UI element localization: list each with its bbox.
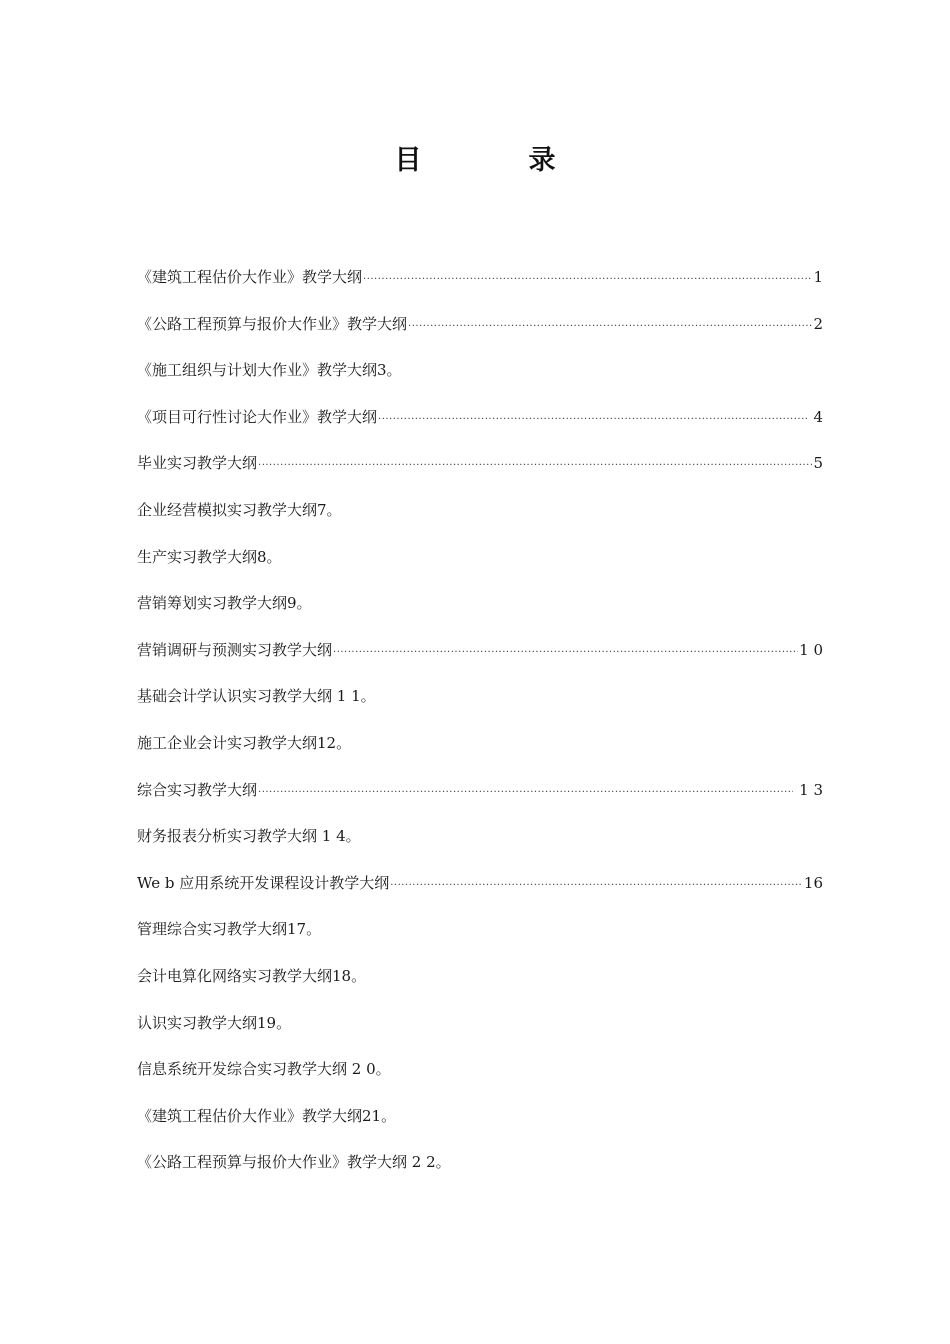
- toc-entry-label: 综合实习教学大纲: [137, 780, 258, 799]
- toc-page-number: 21。: [362, 1106, 397, 1125]
- toc-entry[interactable]: [137, 588, 823, 635]
- toc-page-number: 1 3: [794, 780, 823, 799]
- toc-leader-dots: [408, 309, 812, 339]
- toc-entry-label: 会计电算化网络实习教学大纲: [137, 966, 333, 985]
- toc-entry-label: 财务报表分析实习教学大纲: [137, 827, 318, 846]
- toc-entry[interactable]: [137, 635, 823, 682]
- toc-leader-dots: [363, 262, 812, 292]
- toc-entry-label: 毕业实习教学大纲: [137, 454, 258, 473]
- toc-page-number: 2: [813, 314, 823, 333]
- toc-page-number: 1: [813, 268, 823, 286]
- toc-page-number: 3。: [377, 361, 402, 380]
- toc-entry[interactable]: [137, 402, 823, 449]
- toc-entry[interactable]: [137, 1008, 823, 1055]
- toc-leader-dots: [333, 635, 798, 665]
- toc-leader-dots: [390, 868, 803, 898]
- toc-entry[interactable]: [137, 495, 823, 542]
- toc-entry[interactable]: [137, 309, 823, 356]
- toc-entry-label: 《项目可行性讨论大作业》教学大纲: [137, 407, 378, 426]
- toc-entry-label: 《公路工程预算与报价大作业》教学大纲: [137, 314, 408, 333]
- toc-page-number: 17。: [287, 920, 322, 939]
- toc-entry[interactable]: [137, 448, 823, 495]
- toc-entry[interactable]: [137, 681, 823, 728]
- toc-entry[interactable]: [137, 1054, 823, 1101]
- toc-entry[interactable]: [137, 868, 823, 915]
- toc-entry-label: 信息系统开发综合实习教学大纲: [137, 1060, 348, 1079]
- toc-entry[interactable]: [137, 262, 823, 309]
- table-of-contents: [137, 262, 823, 1194]
- toc-page-number: 1 0: [799, 640, 823, 659]
- toc-entry[interactable]: [137, 355, 823, 402]
- toc-entry-label: 企业经营模拟实习教学大纲: [137, 500, 318, 519]
- toc-page-number: 19。: [257, 1013, 292, 1032]
- toc-page-number: 12。: [317, 733, 352, 752]
- toc-entry-label: 基础会计学认识实习教学大纲: [137, 687, 333, 706]
- toc-entry[interactable]: [137, 914, 823, 961]
- toc-page-number: 2 0。: [347, 1060, 391, 1079]
- toc-page-number: 4: [808, 407, 823, 426]
- toc-entry-label: 《建筑工程估价大作业》教学大纲: [137, 1106, 363, 1125]
- toc-leader-dots: [378, 402, 808, 432]
- toc-entry[interactable]: [137, 728, 823, 775]
- toc-entry-label: 《公路工程预算与报价大作业》教学大纲: [137, 1153, 408, 1172]
- toc-entry[interactable]: [137, 821, 823, 868]
- toc-page-number: 5: [813, 454, 823, 473]
- toc-entry-label: 营销筹划实习教学大纲: [137, 594, 288, 613]
- toc-entry-label: 《施工组织与计划大作业》教学大纲: [137, 361, 378, 380]
- toc-entry-label: 生产实习教学大纲: [137, 547, 258, 566]
- toc-page-number: 7。: [317, 500, 342, 519]
- toc-page-number: 18。: [332, 966, 367, 985]
- toc-leader-dots: [258, 448, 812, 478]
- toc-entry-label: We b 应用系统开发课程设计教学大纲: [137, 873, 390, 892]
- toc-page-number: 16: [803, 873, 823, 892]
- toc-entry[interactable]: [137, 542, 823, 589]
- toc-entry[interactable]: [137, 961, 823, 1008]
- toc-page-number: 2 2。: [407, 1153, 451, 1172]
- page-title: 目 录: [394, 145, 596, 176]
- toc-entry-label: 营销调研与预测实习教学大纲: [137, 640, 333, 659]
- toc-page-number: 1 1。: [332, 687, 376, 706]
- toc-entry-label: 认识实习教学大纲: [137, 1013, 258, 1032]
- toc-entry-label: 管理综合实习教学大纲: [137, 920, 288, 939]
- toc-page-number: 9。: [287, 594, 312, 613]
- toc-page-number: 1 4。: [317, 827, 361, 846]
- toc-entry[interactable]: [137, 1147, 823, 1194]
- toc-entry[interactable]: [137, 775, 823, 822]
- toc-page-number: 8。: [257, 547, 282, 566]
- toc-leader-dots: [258, 775, 793, 805]
- toc-entry-label: 《建筑工程估价大作业》教学大纲: [137, 268, 363, 286]
- toc-entry-label: 施工企业会计实习教学大纲: [137, 733, 318, 752]
- toc-entry[interactable]: [137, 1101, 823, 1148]
